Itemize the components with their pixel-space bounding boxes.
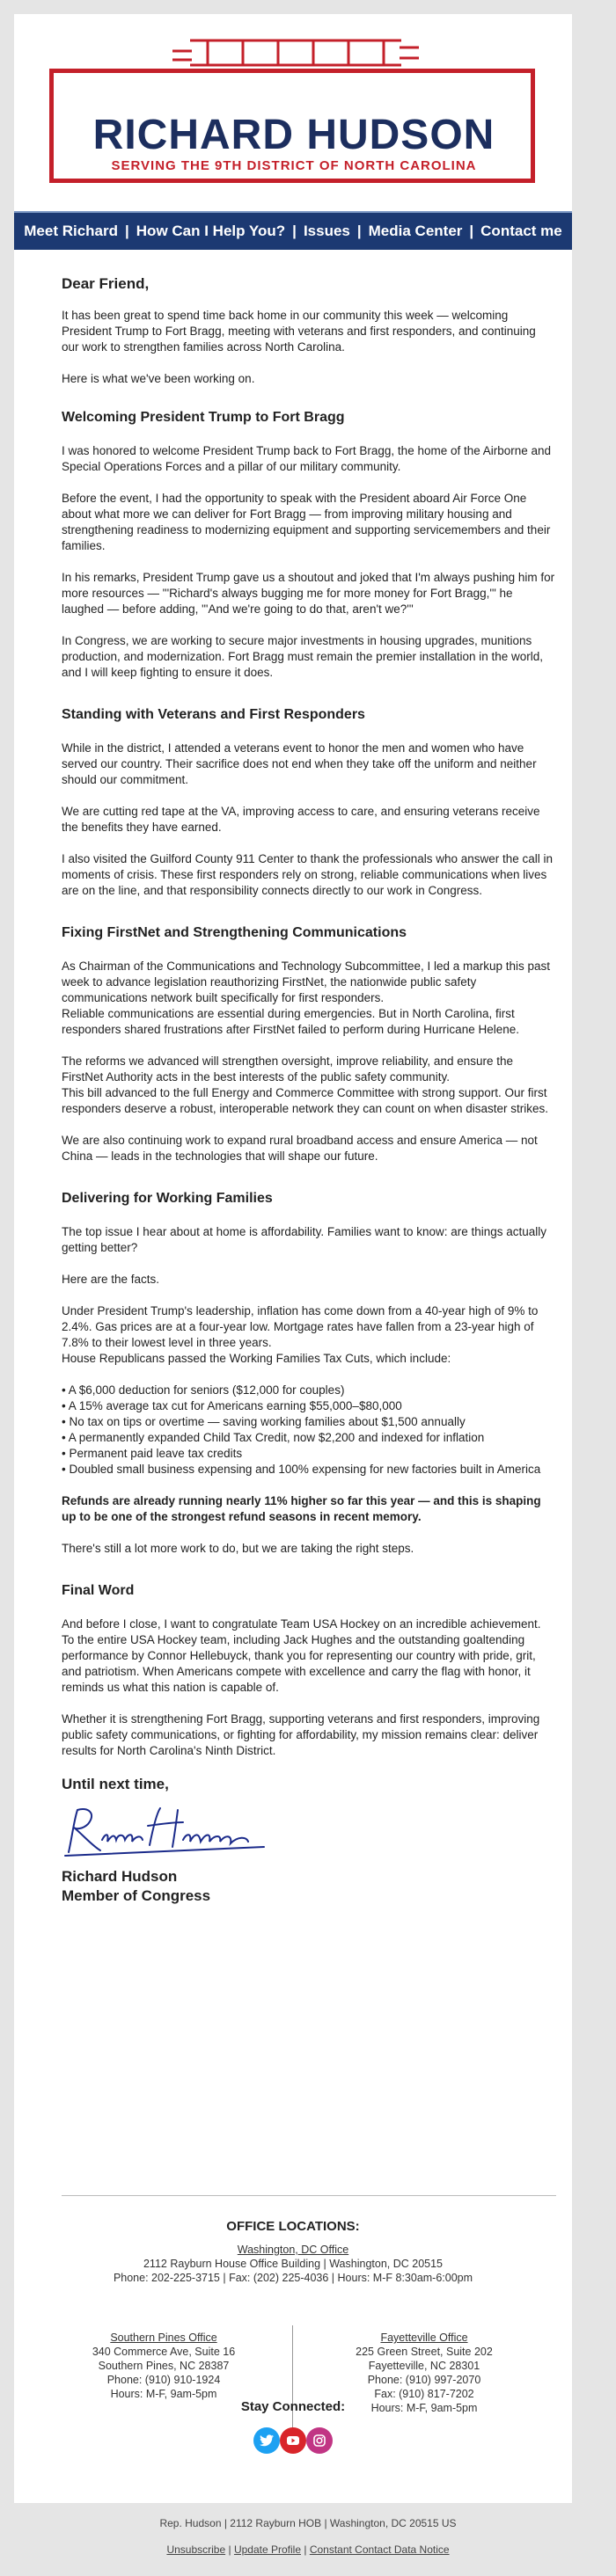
signoff: Until next time, [62, 1776, 169, 1792]
stay-connected-title: Stay Connected: [240, 2399, 346, 2414]
section-final-word [62, 1583, 556, 1759]
section-paragraph: We are cutting red tape at the VA, improving access to care, and ensuring veterans receive the benefits they have earned. [62, 805, 540, 834]
section-paragraph: And before I close, I want to congratulate Team USA Hockey on an incredible achievement. To the entire USA Hockey team, including Jack Hughes and the outstanding goaltending performance by Connor Hellebuyck, thank you for representing our country with pride, grit, and patriotism. When Americans compete with excellence and carry the flag with honor, it reminds us what this nation is capable of. [62, 1617, 541, 1694]
office-line: Southern Pines, NC 28387 [98, 2360, 230, 2372]
fayetteville-office-link[interactable]: Fayetteville Office [380, 2332, 468, 2344]
office-line: Hours: M-F, 9am-5pm [370, 2402, 478, 2414]
office-divider [292, 2325, 293, 2434]
office-line: Fayetteville, NC 28301 [368, 2360, 480, 2372]
section-title: Final Word [62, 1583, 135, 1598]
section-paragraph: In his remarks, President Trump gave us a shoutout and joked that I'm always pushing him for more resources — "'Richard's always bugging me for more money for Fort Bragg,'" he laughed — before adding, "'And we're going to do that, aren't we?'" [62, 571, 555, 616]
footer-separator: | [228, 2543, 231, 2556]
signature-name: Richard Hudson [62, 1868, 178, 1885]
section-veterans [62, 707, 556, 899]
dc-office-link[interactable]: Washington, DC Office [237, 2244, 349, 2256]
data-notice-link[interactable] [310, 2543, 450, 2556]
newsletter-body [62, 253, 556, 1906]
list-item: • Permanent paid leave tax credits [62, 1447, 243, 1460]
section-title: Delivering for Working Families [62, 1191, 273, 1206]
office-line: Phone: (910) 910-1924 [106, 2374, 221, 2386]
section-paragraph: We are also continuing work to expand rural broadband access and ensure America — not China — leads in the technologies that will shape our future. [62, 1134, 538, 1163]
section-paragraph: There's still a lot more work to do, but we are taking the right steps. [62, 1542, 414, 1555]
nav-separator: | [125, 223, 129, 239]
footer-separator: | [304, 2543, 307, 2556]
southern-pines-office [49, 2331, 278, 2401]
intro-paragraph: It has been great to spend time back home in our community this week — welcoming President Trump to Fort Bragg, meeting with veterans and first responders, and continuing our work to strengthen families across North Carolina. [62, 309, 536, 354]
section-firstnet [62, 925, 556, 1164]
footer-address: Rep. Hudson | 2112 Rayburn HOB | Washington, DC 20515 US [159, 2517, 457, 2529]
nav-separator: | [356, 223, 362, 239]
list-item: • No tax on tips or overtime — saving working families about $1,500 annually [62, 1415, 466, 1428]
nav-contact-me[interactable]: Contact me [480, 223, 562, 239]
dc-office-contact: Phone: 202-225-3715 | Fax: (202) 225-4036 | Hours: M-F 8:30am-6:00pm [113, 2272, 473, 2284]
section-paragraph: I was honored to welcome President Trump back to Fort Bragg, the home of the Airborne and Special Operations Forces and a pillar of our military community. [62, 444, 552, 473]
office-line: 340 Commerce Ave, Suite 16 [92, 2346, 236, 2358]
twitter-icon[interactable] [253, 2427, 280, 2454]
office-line: Hours: M-F, 9am-5pm [110, 2388, 217, 2400]
email-footer [0, 2515, 616, 2558]
southern-pines-office-link[interactable]: Southern Pines Office [110, 2332, 217, 2344]
offices-title: OFFICE LOCATIONS: [226, 2219, 360, 2234]
intro-paragraph: Here is what we've been working on. [62, 372, 255, 385]
section-paragraph: As Chairman of the Communications and Technology Subcommittee, I led a markup this past week to advance legislation reauthorizing FirstNet, the nationwide public safety communications network built specifically for first responders. Reliable communications are essential during emergencies. But in North Carolina, first responders shared frustrations after FirstNet failed to perform during Hurricane Helene. [62, 960, 551, 1036]
section-paragraph: Before the event, I had the opportunity to speak with the President aboard Air Force One about what more we can deliver for Fort Bragg — from improving military housing and strengthening readiness to modernizing equipment and supporting servicemembers and their families. [62, 492, 551, 552]
section-paragraph: While in the district, I attended a veterans event to honor the men and women who have served our country. Their sacrifice does not end when they take off the uniform and neither should our commitment. [62, 741, 537, 786]
section-fort-bragg [62, 410, 556, 681]
divider [62, 2195, 556, 2196]
update-profile-link[interactable] [234, 2543, 301, 2556]
nav-issues[interactable]: Issues [303, 223, 350, 239]
list-item: • A $6,000 deduction for seniors ($12,000 for couples) [62, 1383, 345, 1397]
nav-separator: | [469, 223, 474, 239]
nav-meet-richard[interactable]: Meet Richard [24, 223, 119, 239]
greeting: Dear Friend, [62, 275, 150, 292]
logo-subtitle: SERVING THE 9TH DISTRICT OF NORTH CAROLINA [111, 158, 477, 173]
section-paragraph: The reforms we advanced will strengthen oversight, improve reliability, and ensure the FirstNet Authority acts in the best interests of the public safety community. This bill advanced to the full Energy and Commerce Committee with strong support. Our first responders deserve a robust, interoperable network they can count on when disaster strikes. [62, 1054, 549, 1115]
handwritten-signature [62, 1801, 290, 1863]
logo-name: RICHARD HUDSON [92, 112, 495, 158]
refunds-callout: Refunds are already running nearly 11% higher so far this year — and this is shaping up to be one of the strongest refund seasons in recent memory. [62, 1494, 541, 1523]
section-paragraph: I also visited the Guilford County 911 Center to thank the professionals who answer the call in moments of crisis. These first responders rely on strong, reliable communications when lives are on the line, and that responsibility connects directly to our work in Congress. [62, 852, 554, 897]
signature-title: Member of Congress [62, 1887, 211, 1904]
section-title: Welcoming President Trump to Fort Bragg [62, 410, 345, 425]
youtube-icon[interactable] [280, 2427, 306, 2454]
signoff-block [62, 1777, 556, 1906]
email-card [14, 14, 572, 2503]
office-line: Phone: (910) 997-2070 [367, 2374, 481, 2386]
section-title: Fixing FirstNet and Strengthening Communications [62, 925, 407, 940]
office-line: 225 Green Street, Suite 202 [356, 2346, 493, 2358]
unsubscribe-link[interactable] [166, 2543, 225, 2556]
section-working-families [62, 1191, 556, 1557]
list-item: • A permanently expanded Child Tax Credit, now $2,200 and indexed for inflation [62, 1431, 485, 1444]
nav-separator: | [292, 223, 297, 239]
data-notice-link-text[interactable]: Constant Contact Data Notice [309, 2543, 450, 2556]
nav-media-center[interactable]: Media Center [368, 223, 463, 239]
section-paragraph: In Congress, we are working to secure major investments in housing upgrades, munitions production, and modernization. Fort Bragg must remain the premier installation in the world, and I will keep fighting to ensure it does. [62, 634, 544, 679]
nav-bar [14, 211, 572, 250]
dc-office-address: 2112 Rayburn House Office Building | Washington, DC 20515 [143, 2258, 444, 2270]
section-paragraph: Under President Trump's leadership, inflation has come down from a 40-year high of 9% to 2.4%. Gas prices are at a four-year low. Mortgage rates have fallen from a 23-year high of 7.8% to their lowest level in three years. House Republicans passed the Working Families Tax Cuts, which include: [62, 1304, 539, 1365]
tax-cut-list [62, 1383, 556, 1478]
section-paragraph: Here are the facts. [62, 1273, 160, 1286]
logo[interactable] [49, 30, 539, 186]
nav-how-can-i-help[interactable]: How Can I Help You? [136, 223, 286, 239]
section-paragraph: Whether it is strengthening Fort Bragg, supporting veterans and first responders, improving public safety communications, or fighting for affordability, my mission remains clear: deliver results for North Carolina's Ninth District. [62, 1712, 540, 1757]
list-item: • Doubled small business expensing and 100% expensing for new factories built in America [62, 1463, 541, 1476]
section-title: Standing with Veterans and First Responders [62, 707, 365, 722]
unsubscribe-link-text[interactable]: Unsubscribe [166, 2543, 226, 2556]
section-paragraph: The top issue I hear about at home is affordability. Families want to know: are things actually getting better? [62, 1225, 547, 1254]
instagram-icon[interactable] [306, 2427, 333, 2454]
office-line: Fax: (910) 817-7202 [374, 2388, 474, 2400]
list-item: • A 15% average tax cut for Americans earning $55,000–$80,000 [62, 1399, 402, 1412]
update-profile-link-text[interactable]: Update Profile [233, 2543, 301, 2556]
